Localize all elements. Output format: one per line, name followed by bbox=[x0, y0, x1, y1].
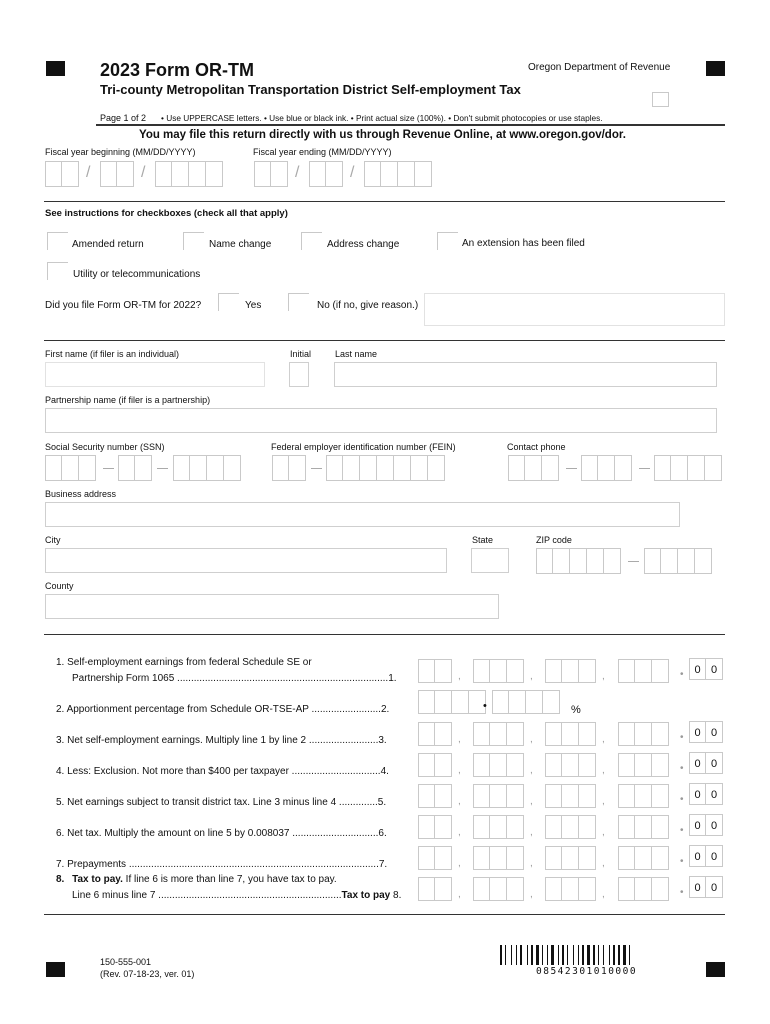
form-title: 2023 Form OR-TM bbox=[100, 60, 255, 80]
section-rule bbox=[44, 201, 725, 202]
partnership-name-label: Partnership name (if filer is a partnership) bbox=[45, 395, 211, 405]
business-address-field[interactable] bbox=[45, 502, 680, 527]
thousands-separator: , bbox=[458, 889, 461, 900]
line-1-label: 1. Self-employment earnings from federal Schedule SE or bbox=[56, 657, 312, 668]
thousands-separator: , bbox=[458, 796, 461, 807]
barcode-bar bbox=[631, 945, 633, 965]
first-name-label: First name (if filer is an individual) bbox=[45, 349, 180, 359]
barcode-bar bbox=[551, 945, 554, 965]
line-8-amount-group-1[interactable] bbox=[418, 877, 452, 901]
line-5-amount-group-1[interactable] bbox=[418, 784, 452, 808]
barcode-bar bbox=[505, 945, 506, 965]
line-8-cents bbox=[689, 876, 723, 898]
barcode-bar bbox=[578, 945, 579, 965]
partnership-name-field[interactable] bbox=[45, 408, 717, 433]
dash bbox=[157, 468, 168, 469]
thousands-separator: , bbox=[458, 671, 461, 682]
barcode-bar bbox=[516, 945, 517, 965]
line-3-amount-group-3[interactable] bbox=[545, 722, 596, 746]
city-label: City bbox=[45, 535, 61, 545]
thousands-separator: , bbox=[458, 827, 461, 838]
line-1-cents bbox=[689, 658, 723, 680]
barcode-bar bbox=[596, 945, 597, 965]
cents-digit: 0 bbox=[689, 658, 706, 680]
barcode-bar bbox=[558, 945, 559, 965]
extension-checkbox[interactable] bbox=[437, 232, 458, 250]
line-7-amount-group-2[interactable] bbox=[473, 846, 524, 870]
line-7-amount-group-3[interactable] bbox=[545, 846, 596, 870]
thousands-separator: , bbox=[530, 827, 533, 838]
section-rule bbox=[44, 634, 725, 635]
dash bbox=[628, 561, 639, 562]
line-4-amount-group-2[interactable] bbox=[473, 753, 524, 777]
line-1-amount-group-1[interactable] bbox=[418, 659, 452, 683]
cents-digit: 0 bbox=[689, 783, 706, 805]
county-field[interactable] bbox=[45, 594, 499, 619]
barcode-bar bbox=[613, 945, 615, 965]
barcode-bar bbox=[549, 945, 550, 965]
cents-digit: 0 bbox=[706, 658, 723, 680]
registration-mark-bottom-right bbox=[706, 962, 725, 977]
line-7-amount-group-4[interactable] bbox=[618, 846, 669, 870]
zip-part-1[interactable] bbox=[536, 548, 621, 574]
initial-field[interactable] bbox=[289, 362, 309, 387]
barcode-bar bbox=[627, 945, 628, 965]
department-name: Oregon Department of Revenue bbox=[528, 62, 671, 73]
line-6-label: 6. Net tax. Multiply the amount on line 5 by 0.008037 ...............................6. bbox=[56, 828, 387, 839]
line-3-cents bbox=[689, 721, 723, 743]
slash: / bbox=[295, 164, 300, 181]
state-label: State bbox=[472, 535, 494, 545]
thousands-separator: , bbox=[602, 827, 605, 838]
barcode-bar bbox=[562, 945, 564, 965]
ssn-part-3[interactable] bbox=[173, 455, 241, 481]
line-6-amount-group-3[interactable] bbox=[545, 815, 596, 839]
line-4-label: 4. Less: Exclusion. Not more than $400 per taxpayer ................................4. bbox=[56, 766, 389, 777]
barcode-bar bbox=[582, 945, 584, 965]
line-2-label: 2. Apportionment percentage from Schedule OR-TSE-AP .........................2. bbox=[56, 704, 390, 715]
fiscal-begin-year[interactable] bbox=[155, 161, 223, 187]
line-8-amount-group-3[interactable] bbox=[545, 877, 596, 901]
page-info: Page 1 of 2 bbox=[100, 113, 147, 123]
line-5-cents bbox=[689, 783, 723, 805]
line-6-amount-group-2[interactable] bbox=[473, 815, 524, 839]
line-8-amount-group-4[interactable] bbox=[618, 877, 669, 901]
fiscal-end-year[interactable] bbox=[364, 161, 432, 187]
line-1-amount-group-2[interactable] bbox=[473, 659, 524, 683]
line-8-cont-text: Line 6 minus line 7 .................................................................. bbox=[72, 890, 342, 901]
barcode-bar bbox=[611, 945, 612, 965]
ssn-label: Social Security number (SSN) bbox=[45, 442, 165, 452]
line-4-amount-group-4[interactable] bbox=[618, 753, 669, 777]
barcode-bar bbox=[534, 945, 535, 965]
line-8-amount-group-2[interactable] bbox=[473, 877, 524, 901]
line-3-amount-group-2[interactable] bbox=[473, 722, 524, 746]
no-reason-field[interactable] bbox=[424, 293, 725, 326]
dash bbox=[103, 468, 114, 469]
prior-no-checkbox[interactable] bbox=[288, 293, 309, 311]
line-1-label-cont: Partnership Form 1065 ............................................................................1. bbox=[72, 673, 397, 684]
cents-digit: 0 bbox=[689, 876, 706, 898]
barcode-bar bbox=[507, 945, 510, 965]
barcode-bar bbox=[600, 945, 602, 965]
barcode-bar bbox=[593, 945, 595, 965]
line-8-label-cont bbox=[72, 890, 401, 901]
line-5-label: 5. Net earnings subject to transit district tax. Line 3 minus line 4 ..............5. bbox=[56, 797, 387, 808]
line-8-number: 8. bbox=[56, 874, 65, 885]
barcode-bar bbox=[547, 945, 548, 965]
cents-digit: 0 bbox=[706, 752, 723, 774]
slash: / bbox=[350, 164, 355, 181]
barcode-bar bbox=[603, 945, 604, 965]
barcode bbox=[500, 945, 634, 965]
line-1-amount-group-4[interactable] bbox=[618, 659, 669, 683]
barcode-bar bbox=[621, 945, 622, 965]
phone-label: Contact phone bbox=[507, 442, 566, 452]
section-rule bbox=[44, 340, 725, 341]
thousands-separator: , bbox=[602, 671, 605, 682]
barcode-bar bbox=[500, 945, 502, 965]
last-name-field[interactable] bbox=[334, 362, 717, 387]
barcode-bar bbox=[591, 945, 592, 965]
cents-digit: 0 bbox=[706, 876, 723, 898]
barcode-bar bbox=[573, 945, 574, 965]
online-notice: You may file this return directly with us through Revenue Online, at www.oregon.gov/dor. bbox=[139, 129, 626, 141]
line-6-amount-group-4[interactable] bbox=[618, 815, 669, 839]
fiscal-begin-day[interactable] bbox=[100, 161, 134, 187]
barcode-bar bbox=[560, 945, 561, 965]
barcode-bar bbox=[587, 945, 590, 965]
line-3-amount-group-1[interactable] bbox=[418, 722, 452, 746]
percent-sign: % bbox=[571, 704, 581, 716]
name-change-checkbox[interactable] bbox=[183, 232, 204, 250]
line-7-cents bbox=[689, 845, 723, 867]
thousands-separator: , bbox=[602, 734, 605, 745]
registration-mark-top-left bbox=[46, 61, 65, 76]
extension-label: An extension has been filed bbox=[462, 238, 585, 249]
barcode-bar bbox=[605, 945, 608, 965]
line-7-label: 7. Prepayments ..........................................................................................7. bbox=[56, 859, 388, 870]
cents-digit: 0 bbox=[706, 814, 723, 836]
address-change-checkbox[interactable] bbox=[301, 232, 322, 250]
prior-year-question: Did you file Form OR-TM for 2022? bbox=[45, 300, 202, 311]
fein-part-1[interactable] bbox=[272, 455, 306, 481]
fiscal-end-month[interactable] bbox=[254, 161, 288, 187]
thousands-separator: , bbox=[458, 734, 461, 745]
tax-to-pay-bold: Tax to pay bbox=[341, 890, 391, 901]
thousands-separator: , bbox=[530, 671, 533, 682]
registration-mark-top-right bbox=[706, 61, 725, 76]
barcode-bar bbox=[609, 945, 610, 965]
county-label: County bbox=[45, 581, 74, 591]
decimal-point: • bbox=[680, 856, 684, 867]
line-5-amount-group-2[interactable] bbox=[473, 784, 524, 808]
line-5-amount-group-3[interactable] bbox=[545, 784, 596, 808]
fiscal-begin-label: Fiscal year beginning (MM/DD/YYYY) bbox=[45, 147, 196, 157]
last-name-label: Last name bbox=[335, 349, 378, 359]
dash bbox=[311, 468, 322, 469]
cents-digit: 0 bbox=[706, 721, 723, 743]
line-8-text: If line 6 is more than line 7, you have tax to pay. bbox=[122, 874, 337, 885]
barcode-bar bbox=[569, 945, 572, 965]
fiscal-end-label: Fiscal year ending (MM/DD/YYYY) bbox=[253, 147, 392, 157]
line-5-amount-group-4[interactable] bbox=[618, 784, 669, 808]
zip-label: ZIP code bbox=[536, 535, 572, 545]
revision-info: (Rev. 07-18-23, ver. 01) bbox=[100, 969, 195, 979]
line-4-amount-group-1[interactable] bbox=[418, 753, 452, 777]
amended-return-label: Amended return bbox=[72, 239, 144, 250]
barcode-bar bbox=[536, 945, 539, 965]
prior-yes-checkbox[interactable] bbox=[218, 293, 239, 311]
fiscal-begin-month[interactable] bbox=[45, 161, 79, 187]
line-3-label: 3. Net self-employment earnings. Multiply line 1 by line 2 .........................3. bbox=[56, 735, 387, 746]
barcode-bar bbox=[511, 945, 512, 965]
barcode-number: 08542301010000 bbox=[536, 966, 638, 977]
thousands-separator: , bbox=[602, 796, 605, 807]
decimal-point: • bbox=[680, 732, 684, 743]
utility-checkbox[interactable] bbox=[47, 262, 68, 280]
thousands-separator: , bbox=[530, 765, 533, 776]
decimal-point: • bbox=[680, 887, 684, 898]
thousands-separator: , bbox=[602, 858, 605, 869]
first-name-field[interactable] bbox=[45, 362, 265, 387]
line-8-bold: Tax to pay. bbox=[72, 874, 123, 885]
barcode-bar bbox=[585, 945, 586, 965]
prior-yes-label: Yes bbox=[245, 300, 262, 311]
barcode-bar bbox=[623, 945, 626, 965]
fein-label: Federal employer identification number (FEIN) bbox=[271, 442, 456, 452]
decimal-point: • bbox=[680, 669, 684, 680]
line-7-amount-group-1[interactable] bbox=[418, 846, 452, 870]
decimal-point: • bbox=[680, 763, 684, 774]
cents-digit: 0 bbox=[706, 845, 723, 867]
barcode-bar bbox=[616, 945, 617, 965]
decimal-point: • bbox=[680, 794, 684, 805]
registration-mark-bottom-left bbox=[46, 962, 65, 977]
barcode-bar bbox=[518, 945, 519, 965]
phone-line[interactable] bbox=[654, 455, 722, 481]
bottom-rule bbox=[44, 914, 725, 915]
utility-label: Utility or telecommunications bbox=[73, 269, 201, 280]
fiscal-end-day[interactable] bbox=[309, 161, 343, 187]
checkbox-heading: See instructions for checkboxes (check all that apply) bbox=[45, 208, 288, 219]
phone-prefix[interactable] bbox=[581, 455, 632, 481]
header-checkbox[interactable] bbox=[652, 92, 669, 107]
barcode-bar bbox=[567, 945, 568, 965]
line-4-amount-group-3[interactable] bbox=[545, 753, 596, 777]
barcode-bar bbox=[618, 945, 620, 965]
cents-digit: 0 bbox=[706, 783, 723, 805]
barcode-bar bbox=[580, 945, 581, 965]
name-change-label: Name change bbox=[209, 239, 272, 250]
zip-part-2[interactable] bbox=[644, 548, 712, 574]
barcode-bar bbox=[531, 945, 533, 965]
thousands-separator: , bbox=[530, 858, 533, 869]
barcode-bar bbox=[529, 945, 530, 965]
form-number: 150-555-001 bbox=[100, 957, 152, 967]
barcode-bar bbox=[527, 945, 528, 965]
cents-digit: 0 bbox=[689, 814, 706, 836]
barcode-bar bbox=[540, 945, 541, 965]
barcode-bar bbox=[565, 945, 566, 965]
barcode-bar bbox=[555, 945, 557, 965]
thousands-separator: , bbox=[530, 889, 533, 900]
thousands-separator: , bbox=[602, 889, 605, 900]
ssn-part-1[interactable] bbox=[45, 455, 96, 481]
thousands-separator: , bbox=[530, 796, 533, 807]
barcode-bar bbox=[523, 945, 526, 965]
barcode-bar bbox=[544, 945, 546, 965]
decimal-point: • bbox=[680, 825, 684, 836]
line-3-amount-group-4[interactable] bbox=[618, 722, 669, 746]
header-rule bbox=[96, 124, 725, 126]
amended-return-checkbox[interactable] bbox=[47, 232, 68, 250]
prior-no-label: No (if no, give reason.) bbox=[317, 300, 419, 311]
thousands-separator: , bbox=[458, 858, 461, 869]
thousands-separator: , bbox=[602, 765, 605, 776]
slash: / bbox=[141, 164, 146, 181]
barcode-bar bbox=[575, 945, 577, 965]
address-change-label: Address change bbox=[327, 239, 400, 250]
business-address-label: Business address bbox=[45, 489, 117, 499]
line-6-cents bbox=[689, 814, 723, 836]
dash bbox=[639, 468, 650, 469]
ssn-part-2[interactable] bbox=[118, 455, 152, 481]
thousands-separator: , bbox=[458, 765, 461, 776]
barcode-bar bbox=[520, 945, 522, 965]
line-2-percent-whole[interactable] bbox=[418, 690, 486, 714]
city-field[interactable] bbox=[45, 548, 447, 573]
line-4-cents bbox=[689, 752, 723, 774]
line-1-amount-group-3[interactable] bbox=[545, 659, 596, 683]
form-subtitle: Tri-county Metropolitan Transportation District Self-employment Tax bbox=[100, 82, 521, 97]
decimal-point: • bbox=[483, 700, 487, 712]
cents-digit: 0 bbox=[689, 845, 706, 867]
line-2-percent-decimal[interactable] bbox=[492, 690, 560, 714]
line-6-amount-group-1[interactable] bbox=[418, 815, 452, 839]
initial-label: Initial bbox=[290, 349, 312, 359]
line-8-cont-end: 8. bbox=[390, 890, 402, 901]
dash bbox=[566, 468, 577, 469]
barcode-bar bbox=[629, 945, 630, 965]
instructions-text: • Use UPPERCASE letters. • Use blue or black ink. • Print actual size (100%). • Don't submit photocopies or use staples. bbox=[161, 113, 603, 123]
thousands-separator: , bbox=[530, 734, 533, 745]
line-8-label bbox=[56, 874, 337, 885]
barcode-bar bbox=[513, 945, 515, 965]
cents-digit: 0 bbox=[689, 721, 706, 743]
cents-digit: 0 bbox=[689, 752, 706, 774]
fein-part-2[interactable] bbox=[326, 455, 445, 481]
barcode-bar bbox=[542, 945, 543, 965]
barcode-bar bbox=[598, 945, 599, 965]
phone-area-code[interactable] bbox=[508, 455, 559, 481]
slash: / bbox=[86, 164, 91, 181]
state-field[interactable] bbox=[471, 548, 509, 573]
barcode-bar bbox=[503, 945, 504, 965]
